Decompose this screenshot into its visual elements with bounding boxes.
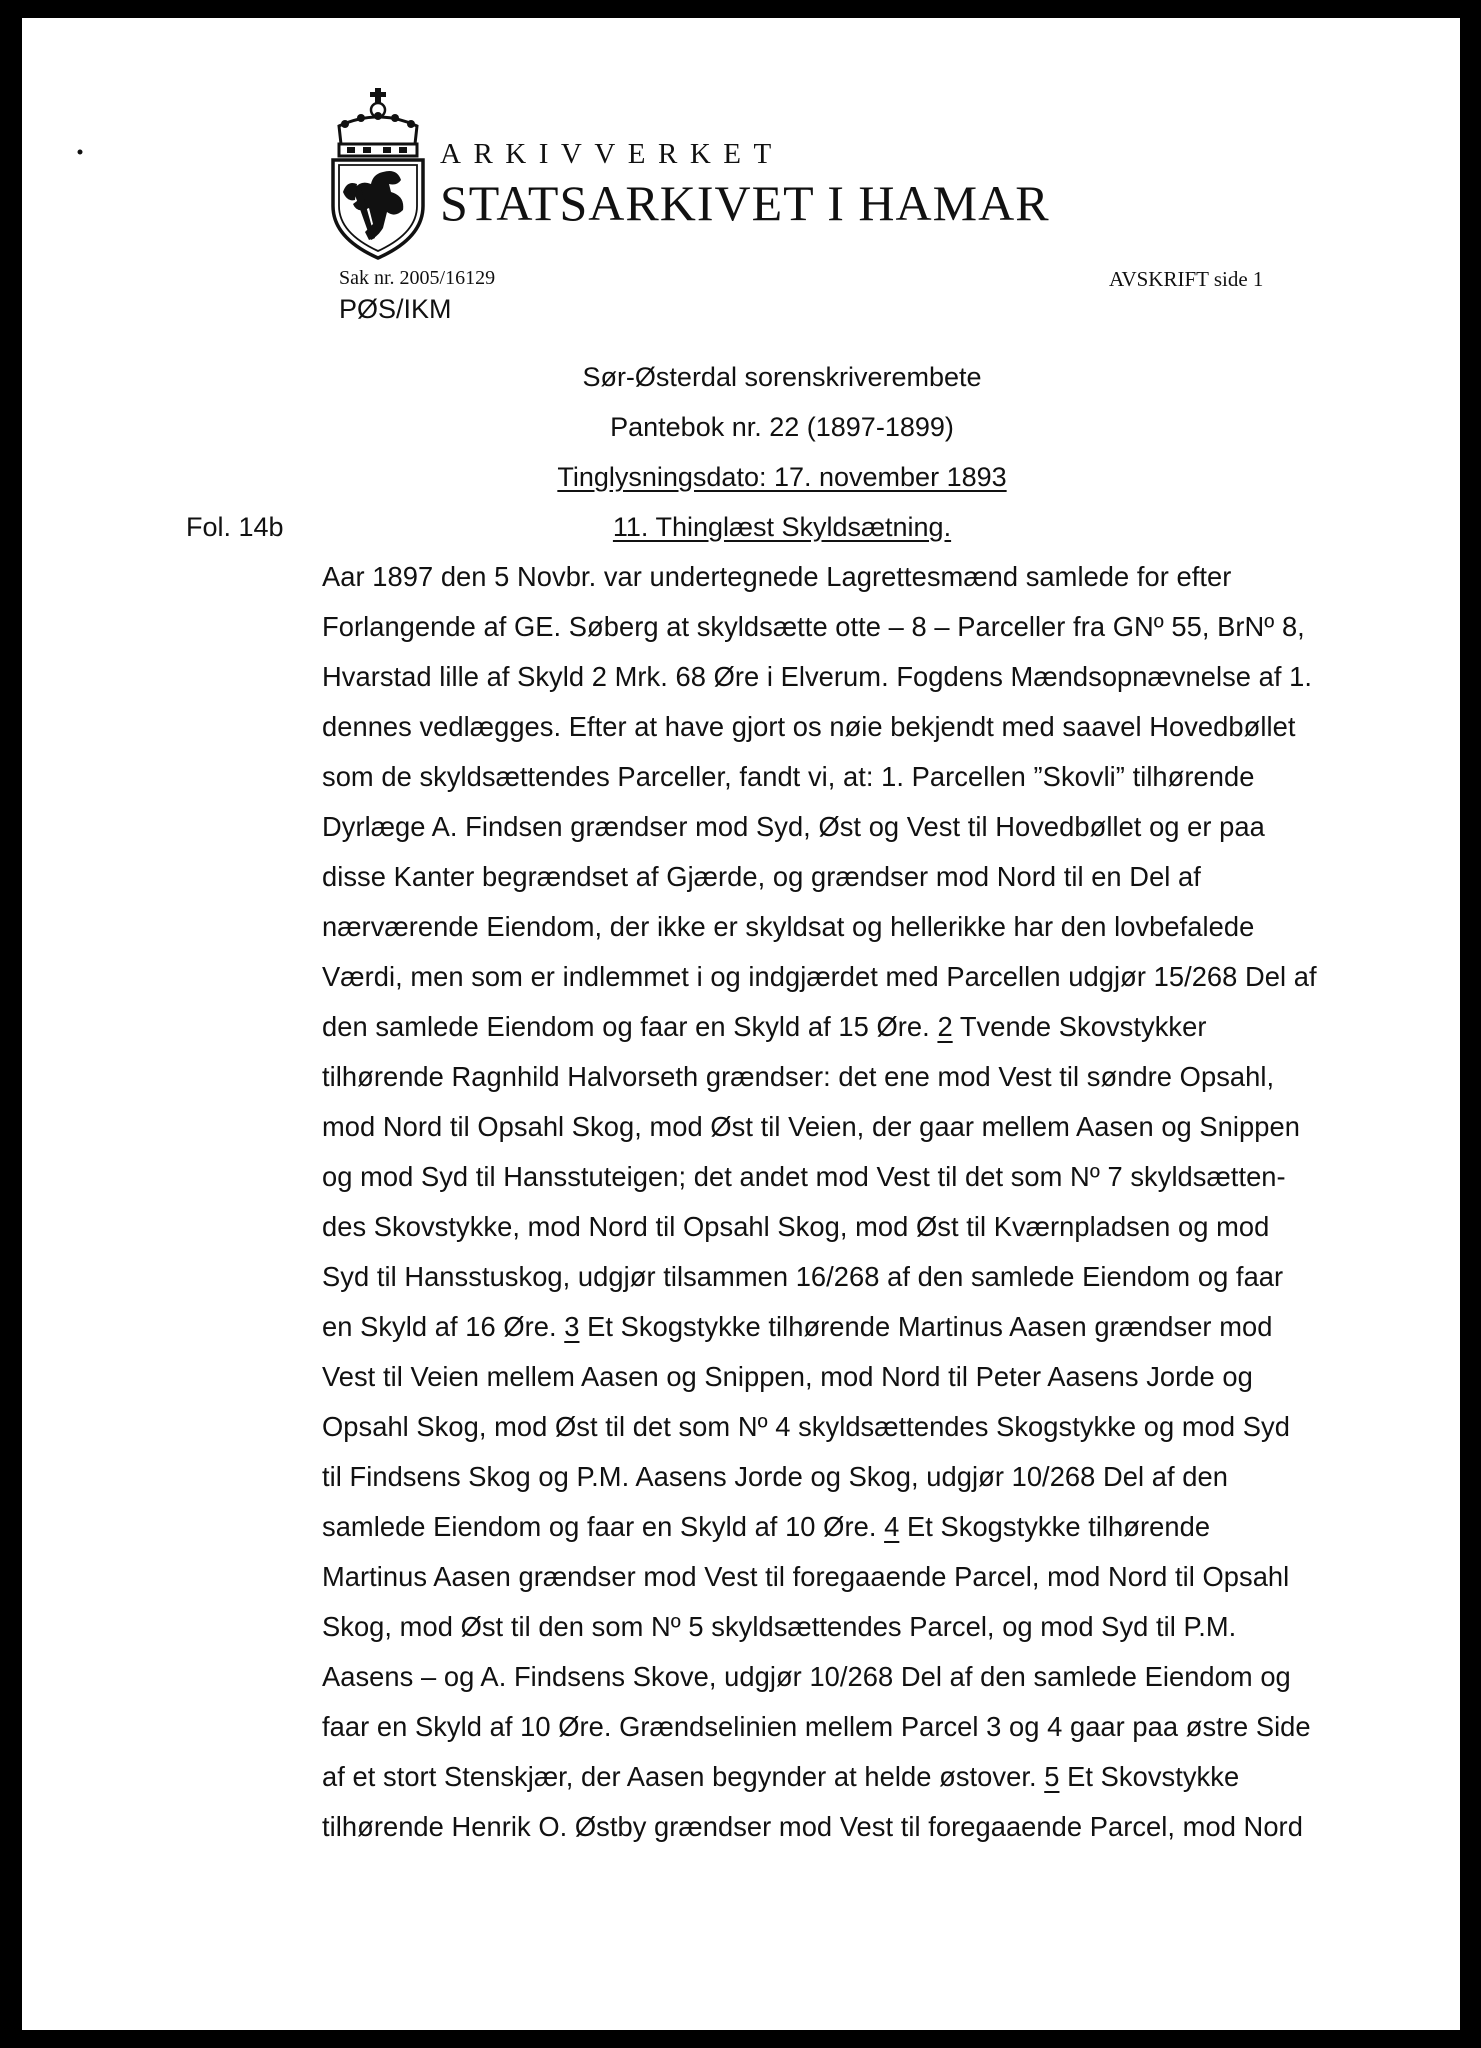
archive-name: STATSARKIVET I HAMAR [440,175,1050,231]
body-line: tilhørende Ragnhild Halvorseth grændser: det ene mod Vest til søndre Opsahl, [322,1061,1275,1092]
body-line: disse Kanter begrændset af Gjærde, og grændser mod Nord til en Del af [322,861,1201,892]
office-name: Sør-Østerdal sorenskriverembete [582,362,982,392]
body-line: som de skyldsættendes Parceller, fandt vi, at: 1. Parcellen ”Skovli” tilhørende [322,761,1255,792]
folio-number: Fol. 14b [186,512,284,542]
body-line: Aar 1897 den 5 Novbr. var undertegnede Lagrettesmænd samlede for efter [322,561,1232,592]
body-line: og mod Syd til Hansstuteigen; det andet mod Vest til det som Nº 7 skyldsætten- [322,1161,1286,1192]
copy-page-label: AVSKRIFT side 1 [1109,267,1264,291]
body-line: Aasens – og A. Findsens Skove, udgjør 10/268 Del af den samlede Eiendom og [322,1661,1291,1692]
body-line: en Skyld af 16 Øre. 3 Et Skogstykke tilhørende Martinus Aasen grændser mod [322,1311,1273,1342]
parcel-number: 3 [564,1311,580,1342]
body-line: mod Nord til Opsahl Skog, mod Øst til Veien, der gaar mellem Aasen og Snippen [322,1111,1300,1142]
signature-code: PØS/IKM [339,294,452,324]
body-line: Opsahl Skog, mod Øst til det som Nº 4 skyldsættendes Skogstykke og mod Syd [322,1411,1290,1442]
book-title: Pantebok nr. 22 (1897-1899) [610,412,954,442]
body-line: faar en Skyld af 10 Øre. Grændselinien mellem Parcel 3 og 4 gaar paa østre Side [322,1711,1311,1742]
body-line: dennes vedlægges. Efter at have gjort os nøie bekjendt med saavel Hovedbøllet [322,711,1296,742]
body-line: Syd til Hansstuskog, udgjør tilsammen 16/268 af den samlede Eiendom og faar [322,1261,1284,1292]
entry-title: 11. Thinglæst Skyldsætning. [612,512,952,542]
parcel-number: 5 [1044,1761,1060,1792]
body-line: af et stort Stenskjær, der Aasen begynder at helde østover. 5 Et Skovstykke [322,1761,1240,1792]
case-number: Sak nr. 2005/16129 [339,267,496,289]
coat-of-arms-icon [325,88,431,260]
body-line: Martinus Aasen grændser mod Vest til foregaaende Parcel, mod Nord til Opsahl [322,1561,1290,1592]
scan-speck-icon [76,148,84,156]
registration-date: Tinglysningsdato: 17. november 1893 [557,462,1007,492]
body-line: nærværende Eiendom, der ikke er skyldsat og hellerikke har den lovbefalede [322,911,1255,942]
body-line: Vest til Veien mellem Aasen og Snippen, mod Nord til Peter Aasens Jorde og [322,1361,1253,1392]
archive-line: ARKIVVERKET [440,138,784,170]
body-line: tilhørende Henrik O. Østby grændser mod Vest til foregaaende Parcel, mod Nord [322,1811,1303,1842]
body-line: til Findsens Skog og P.M. Aasens Jorde og Skog, udgjør 10/268 Del af den [322,1461,1228,1492]
body-line: Skog, mod Øst til den som Nº 5 skyldsættendes Parcel, og mod Syd til P.M. [322,1611,1237,1642]
body-line: des Skovstykke, mod Nord til Opsahl Skog, mod Øst til Kværnpladsen og mod [322,1211,1270,1242]
body-line: Dyrlæge A. Findsen grændser mod Syd, Øst og Vest til Hovedbøllet og er paa [322,811,1265,842]
parcel-number: 4 [884,1511,900,1542]
body-line: Værdi, men som er indlemmet i og indgjærdet med Parcellen udgjør 15/268 Del af [322,961,1317,992]
document-page [22,18,1460,2030]
body-line: Hvarstad lille af Skyld 2 Mrk. 68 Øre i Elverum. Fogdens Mændsopnævnelse af 1. [322,661,1313,692]
parcel-number: 2 [937,1011,953,1042]
body-line: samlede Eiendom og faar en Skyld af 10 Øre. 4 Et Skogstykke tilhørende [322,1511,1211,1542]
body-line: den samlede Eiendom og faar en Skyld af 15 Øre. 2 Tvende Skovstykker [322,1011,1207,1042]
body-line: Forlangende af GE. Søberg at skyldsætte otte – 8 – Parceller fra GNº 55, BrNº 8, [322,611,1305,642]
